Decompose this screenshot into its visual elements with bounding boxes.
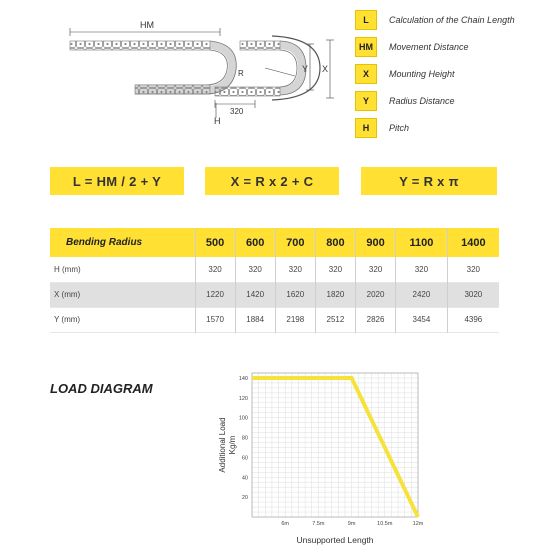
x-tick-label: 10.5m — [377, 521, 393, 527]
y-tick-label: 60 — [241, 455, 248, 462]
table-cell: 2020 — [356, 282, 396, 307]
radius-header: 600 — [235, 228, 275, 257]
table-cell: 1620 — [275, 282, 315, 307]
row-label: H (mm) — [50, 257, 195, 282]
legend-text: Movement Distance — [389, 42, 469, 52]
y-tick-label: 20 — [241, 495, 248, 502]
table-cell: 2198 — [275, 307, 315, 332]
formula-radius-distance: Y = R x π — [361, 167, 497, 195]
y-tick-label: 120 — [238, 395, 248, 402]
plot-frame — [252, 373, 418, 517]
pitch-320-label: 320 — [230, 107, 244, 116]
h-label: H — [214, 116, 221, 126]
table-cell: 4396 — [464, 315, 483, 324]
table-cell: 1570 — [195, 307, 235, 332]
y-tick-label: 80 — [241, 435, 248, 442]
table-row — [50, 307, 499, 332]
legend-key: HM — [355, 37, 377, 57]
table-cell: 320 — [396, 257, 448, 282]
legend-key: H — [355, 118, 377, 138]
legend-item — [355, 10, 515, 30]
radius-header: 1400 — [447, 228, 499, 257]
legend-item — [355, 37, 469, 57]
r-label: R — [238, 69, 244, 78]
table-cell: 320 — [315, 257, 355, 282]
table-cell: 320 — [275, 257, 315, 282]
x-tick-label: 9m — [347, 521, 356, 527]
load-diagram-title: LOAD DIAGRAM — [50, 381, 153, 396]
legend-key: Y — [355, 91, 377, 111]
y-tick-label: 40 — [241, 475, 248, 482]
radius-header: 700 — [275, 228, 315, 257]
load-chart — [200, 365, 440, 550]
table-cell: 320 — [235, 257, 275, 282]
legend-key: L — [355, 10, 377, 30]
table-cell: 320 — [466, 264, 481, 274]
table-cell: 3020 — [447, 282, 499, 307]
bending-radius-table — [50, 228, 499, 333]
table-row — [50, 282, 499, 307]
table-cell: 2826 — [356, 307, 396, 332]
row-label: Y (mm) — [50, 307, 195, 332]
legend-text: Calculation of the Chain Length — [389, 15, 515, 25]
formula-chain-length: L = HM / 2 + Y — [50, 167, 184, 195]
y-axis-label: Additional Load — [218, 417, 227, 473]
hm-label: HM — [140, 20, 154, 30]
chain-upper-run — [70, 41, 210, 50]
legend-text: Mounting Height — [389, 69, 455, 79]
legend-text: Pitch — [389, 123, 410, 133]
x-dimension-label: X — [322, 64, 329, 74]
table-cell: 1220 — [195, 282, 235, 307]
formula-mounting-height: X = R x 2 + C — [205, 167, 339, 195]
bending-radius-header: Bending Radius — [50, 228, 195, 257]
radius-header: 800 — [315, 228, 355, 257]
table-header-row — [50, 228, 499, 257]
legend-text: Radius Distance — [389, 96, 455, 106]
x-axis-label: Unsupported Length — [296, 535, 374, 545]
row-label: X (mm) — [50, 282, 195, 307]
radius-header: 1100 — [396, 228, 448, 257]
y-dimension-label: Y — [302, 64, 309, 74]
legend-key: X — [355, 64, 377, 84]
legend-item — [355, 64, 455, 84]
legend-item — [355, 118, 409, 138]
x-tick-label: 12m — [412, 521, 424, 527]
radius-header: 900 — [356, 228, 396, 257]
table-cell: 2512 — [315, 307, 355, 332]
y-axis-unit: Kg/m — [228, 435, 237, 455]
table-cell: 320 — [195, 257, 235, 282]
y-tick-label: 140 — [238, 375, 248, 382]
x-tick-label: 7.5m — [312, 521, 325, 527]
table-row — [50, 257, 499, 282]
legend-item — [355, 91, 455, 111]
x-tick-label: 6m — [281, 521, 290, 527]
table-cell: 1820 — [315, 282, 355, 307]
table-cell: 3454 — [396, 307, 448, 332]
chain-drawing — [40, 8, 350, 128]
table-cell: 2420 — [396, 282, 448, 307]
table-cell: 1884 — [235, 307, 275, 332]
radius-header: 500 — [195, 228, 235, 257]
table-cell: 320 — [356, 257, 396, 282]
table-cell: 1420 — [235, 282, 275, 307]
y-tick-label: 100 — [238, 415, 248, 422]
